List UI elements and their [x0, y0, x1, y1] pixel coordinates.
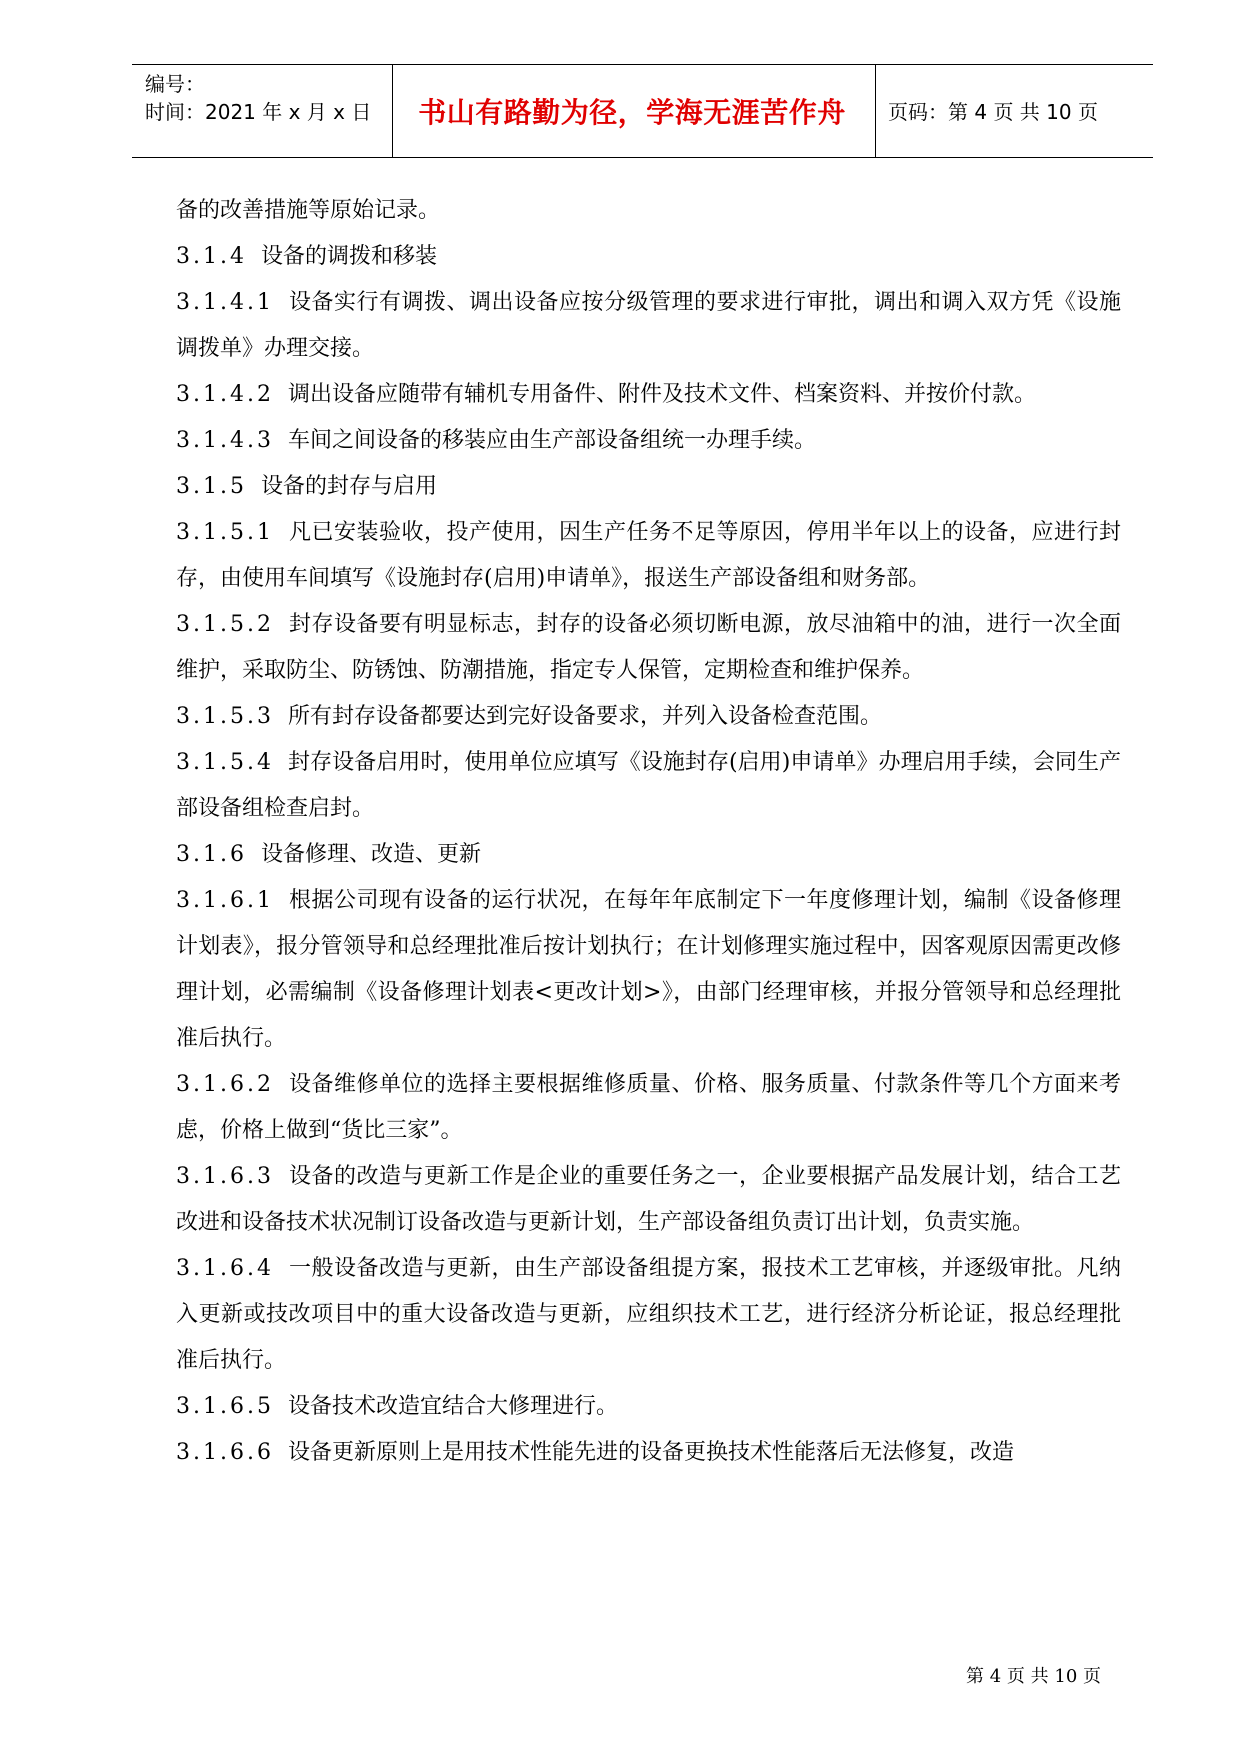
section-number: 3.1.5.4 — [176, 750, 274, 775]
paragraph-text: 调出设备应随带有辅机专用备件、附件及技术文件、档案资料、并按价付款。 — [273, 382, 1036, 407]
paragraph-text: 设备实行有调拨、调出设备应按分级管理的要求进行审批，调出和调入双方凭《设施调拨单》办理交接。 — [176, 290, 1121, 361]
header-divider-right — [875, 64, 876, 157]
header-bottom-rule — [132, 157, 1153, 158]
paragraph — [176, 372, 1121, 418]
paragraph-text: 车间之间设备的移装应由生产部设备组统一办理手续。 — [273, 428, 816, 453]
paragraph — [176, 1154, 1121, 1246]
section-number: 3.1.5.2 — [176, 612, 274, 637]
paragraph-text: 设备技术改造宜结合大修理进行。 — [273, 1394, 618, 1419]
paragraph-text: 根据公司现有设备的运行状况，在每年年底制定下一年度修理计划，编制《设备修理计划表》，报分管领导和总经理批准后按计划执行；在计划修理实施过程中，因客观原因需更改修理计划，必需编制《设备修理计划表<更改计划>》，由部门经理审核，并报分管领导和总经理批准后执行。 — [176, 888, 1121, 1051]
paragraph-text: 设备的调拨和移装 — [246, 244, 437, 269]
paragraph — [176, 510, 1121, 602]
section-number: 3.1.6.3 — [176, 1164, 274, 1189]
section-number: 3.1.6 — [176, 842, 247, 867]
paragraph — [176, 832, 1121, 878]
paragraph-text: 封存设备启用时，使用单位应填写《设施封存(启用)申请单》办理启用手续，会同生产部设备组检查启封。 — [176, 750, 1121, 821]
section-number: 3.1.4 — [176, 244, 247, 269]
paragraph — [176, 1062, 1121, 1154]
section-number: 3.1.6.1 — [176, 888, 274, 913]
section-number: 3.1.4.1 — [176, 290, 274, 315]
paragraph — [176, 280, 1121, 372]
section-number: 3.1.6.6 — [176, 1440, 274, 1465]
section-number: 3.1.6.4 — [176, 1256, 274, 1281]
paragraph-text: 设备的改造与更新工作是企业的重要任务之一，企业要根据产品发展计划，结合工艺改进和设备技术状况制订设备改造与更新计划，生产部设备组负责订出计划，负责实施。 — [176, 1164, 1121, 1235]
section-number: 3.1.4.3 — [176, 428, 274, 453]
paragraph — [176, 464, 1121, 510]
section-number: 3.1.6.5 — [176, 1394, 274, 1419]
section-number: 3.1.4.2 — [176, 382, 274, 407]
document-number-label: 编号： — [145, 72, 205, 96]
paragraph — [176, 740, 1121, 832]
paragraph — [176, 418, 1121, 464]
document-body — [176, 188, 1121, 1476]
paragraph-text: 封存设备要有明显标志，封存的设备必须切断电源，放尽油箱中的油，进行一次全面维护，采取防尘、防锈蚀、防潮措施，指定专人保管，定期检查和维护保养。 — [176, 612, 1121, 683]
section-number: 3.1.6.2 — [176, 1072, 274, 1097]
paragraph-text: 所有封存设备都要达到完好设备要求，并列入设备检查范围。 — [273, 704, 882, 729]
paragraph-text: 一般设备改造与更新，由生产部设备组提方案，报技术工艺审核，并逐级审批。凡纳入更新或技改项目中的重大设备改造与更新，应组织技术工艺，进行经济分析论证，报总经理批准后执行。 — [176, 1256, 1121, 1373]
footer-page-number: 第 4 页 共 10 页 — [966, 1666, 1101, 1687]
paragraph-text: 设备更新原则上是用技术性能先进的设备更换技术性能落后无法修复，改造 — [273, 1440, 1014, 1465]
paragraph — [176, 234, 1121, 280]
paragraph — [176, 602, 1121, 694]
paragraph — [176, 694, 1121, 740]
section-number: 3.1.5.1 — [176, 520, 274, 545]
paragraph-text: 设备修理、改造、更新 — [246, 842, 481, 867]
paragraph — [176, 188, 1121, 234]
paragraph-text: 设备的封存与启用 — [246, 474, 437, 499]
paragraph-text: 备的改善措施等原始记录。 — [176, 198, 441, 223]
section-number: 3.1.5 — [176, 474, 247, 499]
paragraph — [176, 1246, 1121, 1384]
header-page-info: 页码：第 4 页 共 10 页 — [888, 100, 1098, 124]
header-motto: 书山有路勤为径，学海无涯苦作舟 — [418, 95, 846, 129]
paragraph — [176, 1430, 1121, 1476]
paragraph-text: 设备维修单位的选择主要根据维修质量、价格、服务质量、付款条件等几个方面来考虑，价格上做到“货比三家”。 — [176, 1072, 1121, 1143]
section-number: 3.1.5.3 — [176, 704, 274, 729]
paragraph-text: 凡已安装验收，投产使用，因生产任务不足等原因，停用半年以上的设备，应进行封存，由使用车间填写《设施封存(启用)申请单》，报送生产部设备组和财务部。 — [176, 520, 1121, 591]
header-meta — [145, 70, 371, 126]
paragraph — [176, 1384, 1121, 1430]
paragraph — [176, 878, 1121, 1062]
document-time-label: 时间：2021 年 x 月 x 日 — [145, 100, 372, 124]
